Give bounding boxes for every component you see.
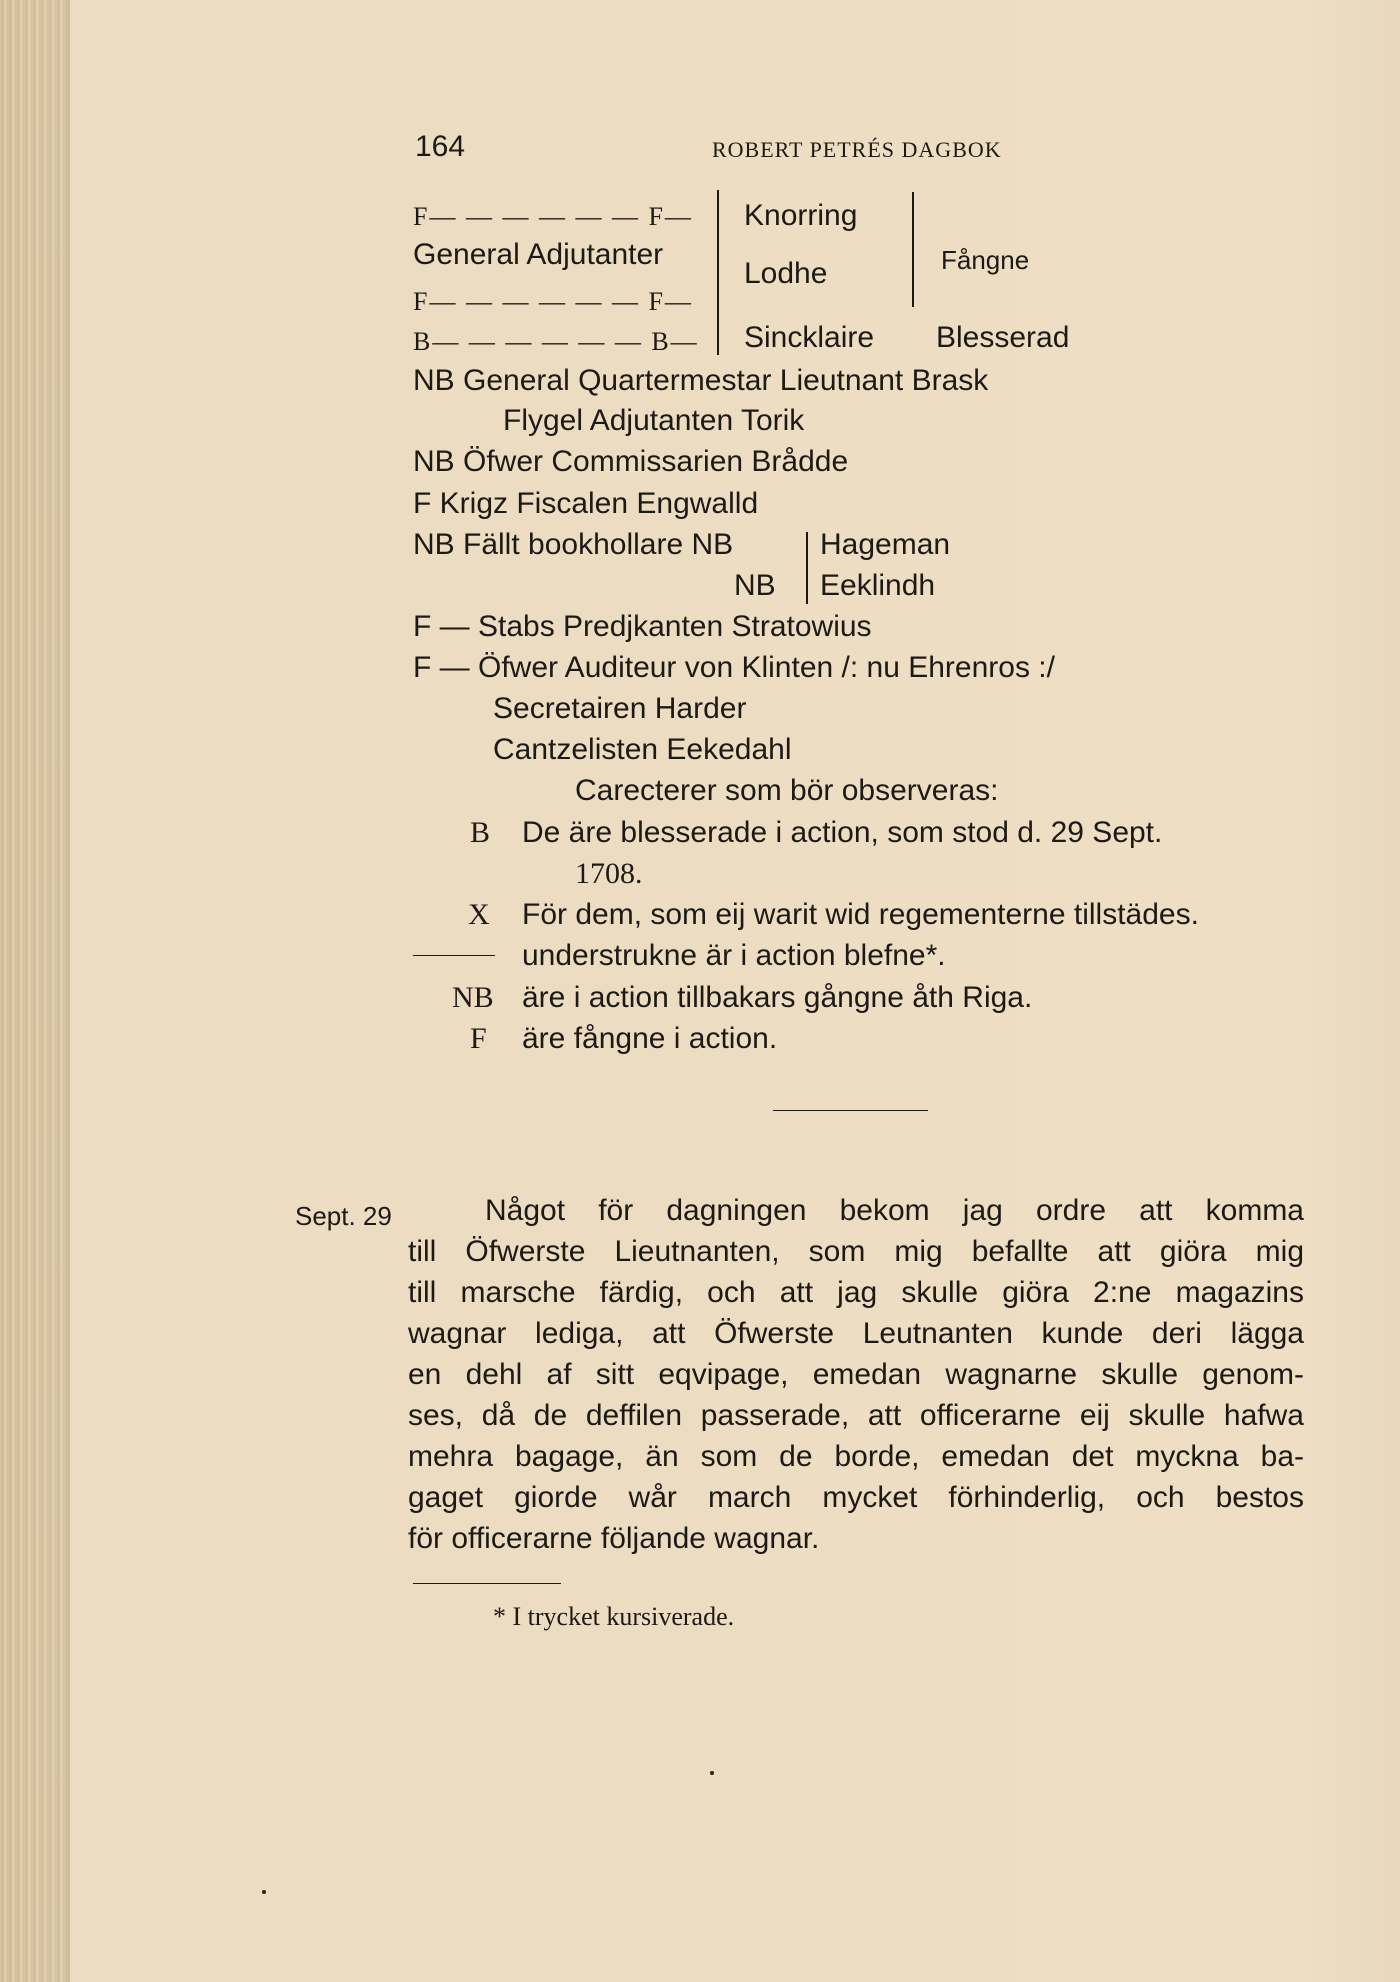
name-lodhe: Lodhe (744, 257, 828, 290)
entry-line: en dehl af sitt eqvipage, emedan wagnarne skulle genom- (408, 1358, 1304, 1391)
entry-line: till Öfwerste Lieutnanten, som mig befallte att giöra mig (408, 1235, 1304, 1268)
gutter-edge (66, 0, 70, 1982)
list-line-eekedahl: Cantzelisten Eekedahl (493, 733, 792, 766)
entry-line: Något för dagningen bekom jag ordre att komma (485, 1194, 1304, 1227)
legend-mark-b: B (470, 816, 491, 849)
name-hageman: Hageman (820, 528, 951, 561)
list-line-bradde: NB Öfwer Commissarien Brådde (413, 445, 849, 478)
list-line-engwalld: F Krigz Fiscalen Engwalld (413, 487, 759, 520)
list-line-von-klinten: F — Öfwer Auditeur von Klinten /: nu Ehrenros :/ (413, 651, 1055, 684)
left-brace-line (717, 190, 719, 355)
book-binding-gutter (0, 0, 66, 1982)
entry-line: ses, då de deffilen passerade, att officerarne eij skulle hafwa (408, 1399, 1304, 1432)
page-number: 164 (415, 130, 466, 163)
list-row-b-dashes: B— — — — — — B— (413, 327, 699, 356)
paper-speck (710, 1771, 714, 1775)
status-blesserad: Blesserad (936, 321, 1070, 354)
status-fangne: Fångne (941, 245, 1030, 275)
entry-line: till marsche färdig, och att jag skulle giöra 2:ne magazins (408, 1276, 1304, 1309)
legend-heading: Carecterer som bör observeras: (575, 774, 999, 807)
entry-line: för officerarne följande wagnar. (408, 1522, 820, 1555)
legend-mark-nb: NB (452, 981, 494, 1014)
legend-mark-f: F (470, 1022, 487, 1055)
list-row-f-dashes-2: F— — — — — — F— (413, 287, 693, 316)
list-row-f-dashes-1: F— — — — — — F— (413, 202, 693, 231)
brace-hageman-eeklindh (806, 532, 808, 604)
legend-text-b-year: 1708. (575, 857, 643, 890)
entry-line: gaget giorde wår march mycket förhinderlig, och bestos (408, 1481, 1304, 1514)
list-line-brask: NB General Quartermestar Lieutnant Brask (413, 364, 989, 397)
right-brace-line (912, 192, 914, 307)
legend-text-underline: understrukne är i action blefne*. (522, 939, 946, 972)
legend-text-b: De äre blesserade i action, som stod d. 29 Sept. (522, 816, 1163, 849)
name-sincklaire: Sincklaire (744, 321, 875, 354)
legend-text-f: äre fångne i action. (522, 1022, 778, 1055)
section-divider (773, 1110, 928, 1111)
running-title: ROBERT PETRÉS DAGBOK (712, 137, 1002, 162)
list-line-bookhollare: NB Fällt bookhollare NB (413, 528, 734, 561)
footnote-rule (413, 1583, 561, 1584)
list-line-torik: Flygel Adjutanten Torik (503, 404, 805, 437)
entry-date: Sept. 29 (295, 1201, 392, 1231)
entry-line: wagnar lediga, att Öfwerste Leutnanten kunde deri lägga (408, 1317, 1304, 1350)
legend-text-x: För dem, som eij warit wid regementerne tillstädes. (522, 898, 1199, 931)
legend-text-nb: äre i action tillbakars gångne åth Riga. (522, 981, 1033, 1014)
name-eeklindh: Eeklindh (820, 569, 936, 602)
name-knorring: Knorring (744, 199, 858, 232)
paper-speck (262, 1890, 266, 1894)
list-line-stratowius: F — Stabs Predjkanten Stratowius (413, 610, 872, 643)
list-row-general-adjutanter: General Adjutanter (413, 238, 664, 271)
legend-mark-x: X (468, 898, 490, 931)
legend-mark-underline (413, 955, 495, 956)
list-line-harder: Secretairen Harder (493, 692, 747, 725)
entry-line: mehra bagage, än som de borde, emedan det myckna ba- (408, 1440, 1304, 1473)
list-line-nb: NB (734, 569, 776, 602)
footnote-text: * I trycket kursiverade. (493, 1602, 735, 1631)
